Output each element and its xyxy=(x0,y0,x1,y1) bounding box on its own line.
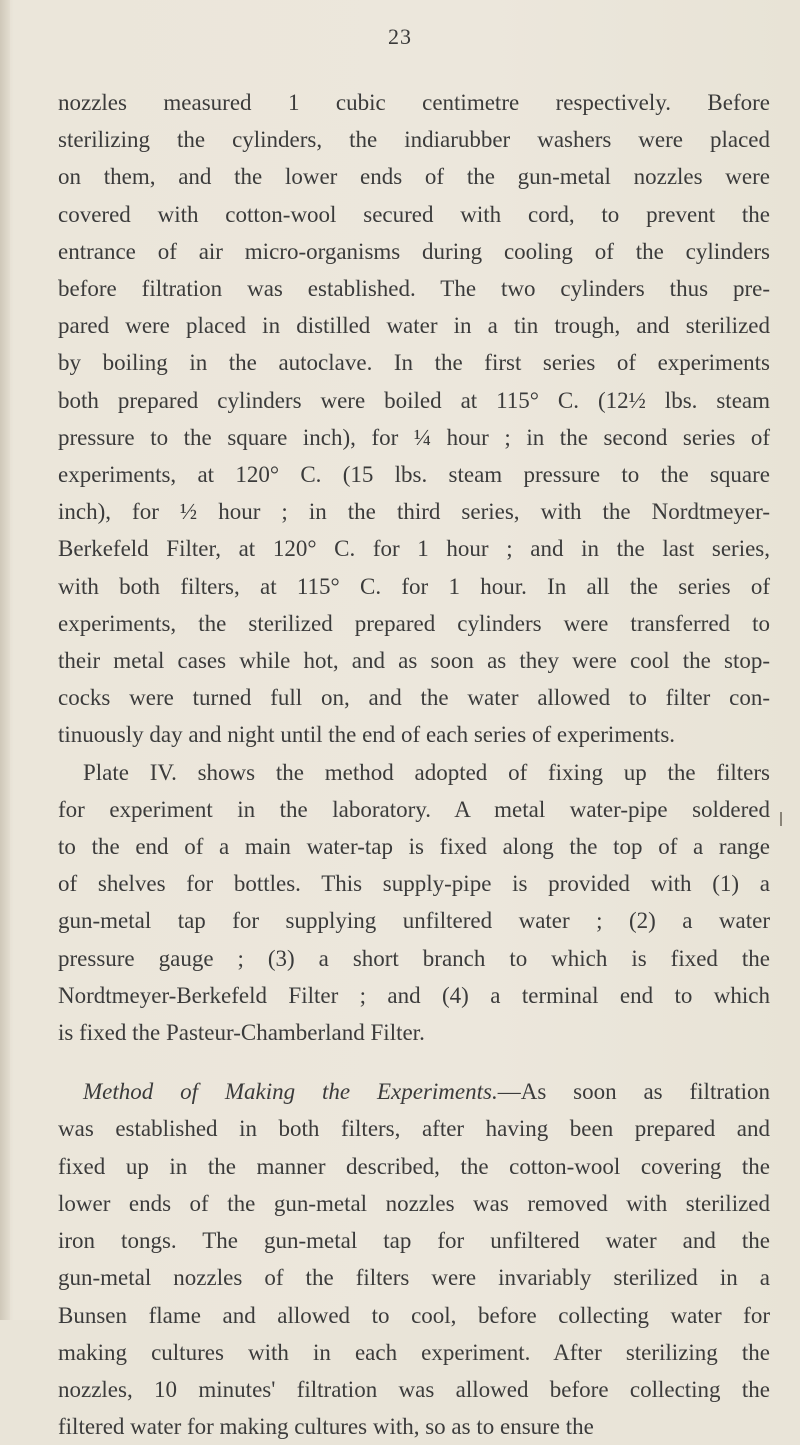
paragraph-line: is fixed the Pasteur-Chamberland Filter. xyxy=(58,1020,425,1046)
paragraph-line: gun-metal tap for supplying unfiltered water ; (2) a water xyxy=(58,908,770,934)
body-text xyxy=(58,84,770,1445)
paragraph-line: their metal cases while hot, and as soon as they were cool the stop- xyxy=(58,648,770,674)
paragraph-line: nozzles measured 1 cubic centimetre respectively. Before xyxy=(58,90,770,115)
paragraph-line: fixed up in the manner described, the cotton-wool covering the xyxy=(58,1153,770,1179)
paragraph-line: experiments, at 120° C. (15 lbs. steam pressure to the square xyxy=(58,462,770,488)
paragraph-line: Plate IV. shows the method adopted of fixing up the filters xyxy=(83,759,770,785)
paragraph-line: pressure gauge ; (3) a short branch to which is fixed the xyxy=(58,945,770,971)
paragraph-line: sterilizing the cylinders, the indiarubber washers were placed xyxy=(58,127,770,153)
paragraph-line: nozzles, 10 minutes' filtration was allowed before collecting the xyxy=(58,1376,770,1402)
paragraph-plate-iv xyxy=(58,754,770,1052)
paragraph-method xyxy=(58,1073,770,1445)
paragraph-line: cocks were turned full on, and the water allowed to filter con- xyxy=(58,685,770,711)
page-number: 23 xyxy=(388,24,412,49)
paragraph-line: with both filters, at 115° C. for 1 hour. In all the series of xyxy=(58,573,770,599)
paragraph-line: pared were placed in distilled water in a tin trough, and sterilized xyxy=(58,313,770,339)
paragraph-line: inch), for ½ hour ; in the third series, with the Nordtmeyer- xyxy=(58,499,770,525)
paragraph-line: gun-metal nozzles of the filters were invariably sterilized in a xyxy=(58,1265,770,1291)
paragraph-line: lower ends of the gun-metal nozzles was removed with sterilized xyxy=(58,1190,770,1216)
paragraph-line: filtered water for making cultures with, so as to ensure the xyxy=(58,1414,594,1440)
paragraph-line: Berkefeld Filter, at 120° C. for 1 hour ; and in the last series, xyxy=(58,536,770,562)
paragraph-line: to the end of a main water-tap is fixed along the top of a range xyxy=(58,834,770,860)
page-binding-edge xyxy=(0,0,10,1320)
paragraph-line: making cultures with in each experiment. After sterilizing the xyxy=(58,1339,770,1365)
section-heading: Method of Making the Experiments. xyxy=(83,1079,498,1105)
paragraph-line xyxy=(58,1073,770,1110)
paragraph-line: covered with cotton-wool secured with cord, to prevent the xyxy=(58,201,770,227)
paragraph-line: iron tongs. The gun-metal tap for unfiltered water and the xyxy=(58,1228,770,1254)
heading-continuation: —As soon as filtration xyxy=(497,1079,770,1105)
paragraph-line: on them, and the lower ends of the gun-metal nozzles were xyxy=(58,164,770,190)
paragraph-line: was established in both filters, after having been prepared and xyxy=(58,1116,770,1142)
paragraph-line: Nordtmeyer-Berkefeld Filter ; and (4) a terminal end to which xyxy=(58,982,770,1008)
paragraph-line: before filtration was established. The two cylinders thus pre- xyxy=(58,276,770,302)
paragraph-line: pressure to the square inch), for ¼ hour ; in the second series of xyxy=(58,424,770,450)
paragraph-line: Bunsen flame and allowed to cool, before collecting water for xyxy=(58,1302,770,1328)
paragraph-line: both prepared cylinders were boiled at 115° C. (12½ lbs. steam xyxy=(58,387,770,413)
margin-mark xyxy=(780,812,782,826)
paragraph-gap xyxy=(58,1051,770,1073)
paragraph-sterilization xyxy=(58,84,770,754)
paragraph-line: of shelves for bottles. This supply-pipe is provided with (1) a xyxy=(58,871,770,897)
paragraph-line: experiments, the sterilized prepared cylinders were transferred to xyxy=(58,610,770,636)
paragraph-line: for experiment in the laboratory. A metal water-pipe soldered xyxy=(58,796,770,822)
paragraph-line: tinuously day and night until the end of each series of experiments. xyxy=(58,722,676,748)
paragraph-line: entrance of air micro-organisms during cooling of the cylinders xyxy=(58,238,770,264)
paragraph-line: by boiling in the autoclave. In the first series of experiments xyxy=(58,350,770,376)
